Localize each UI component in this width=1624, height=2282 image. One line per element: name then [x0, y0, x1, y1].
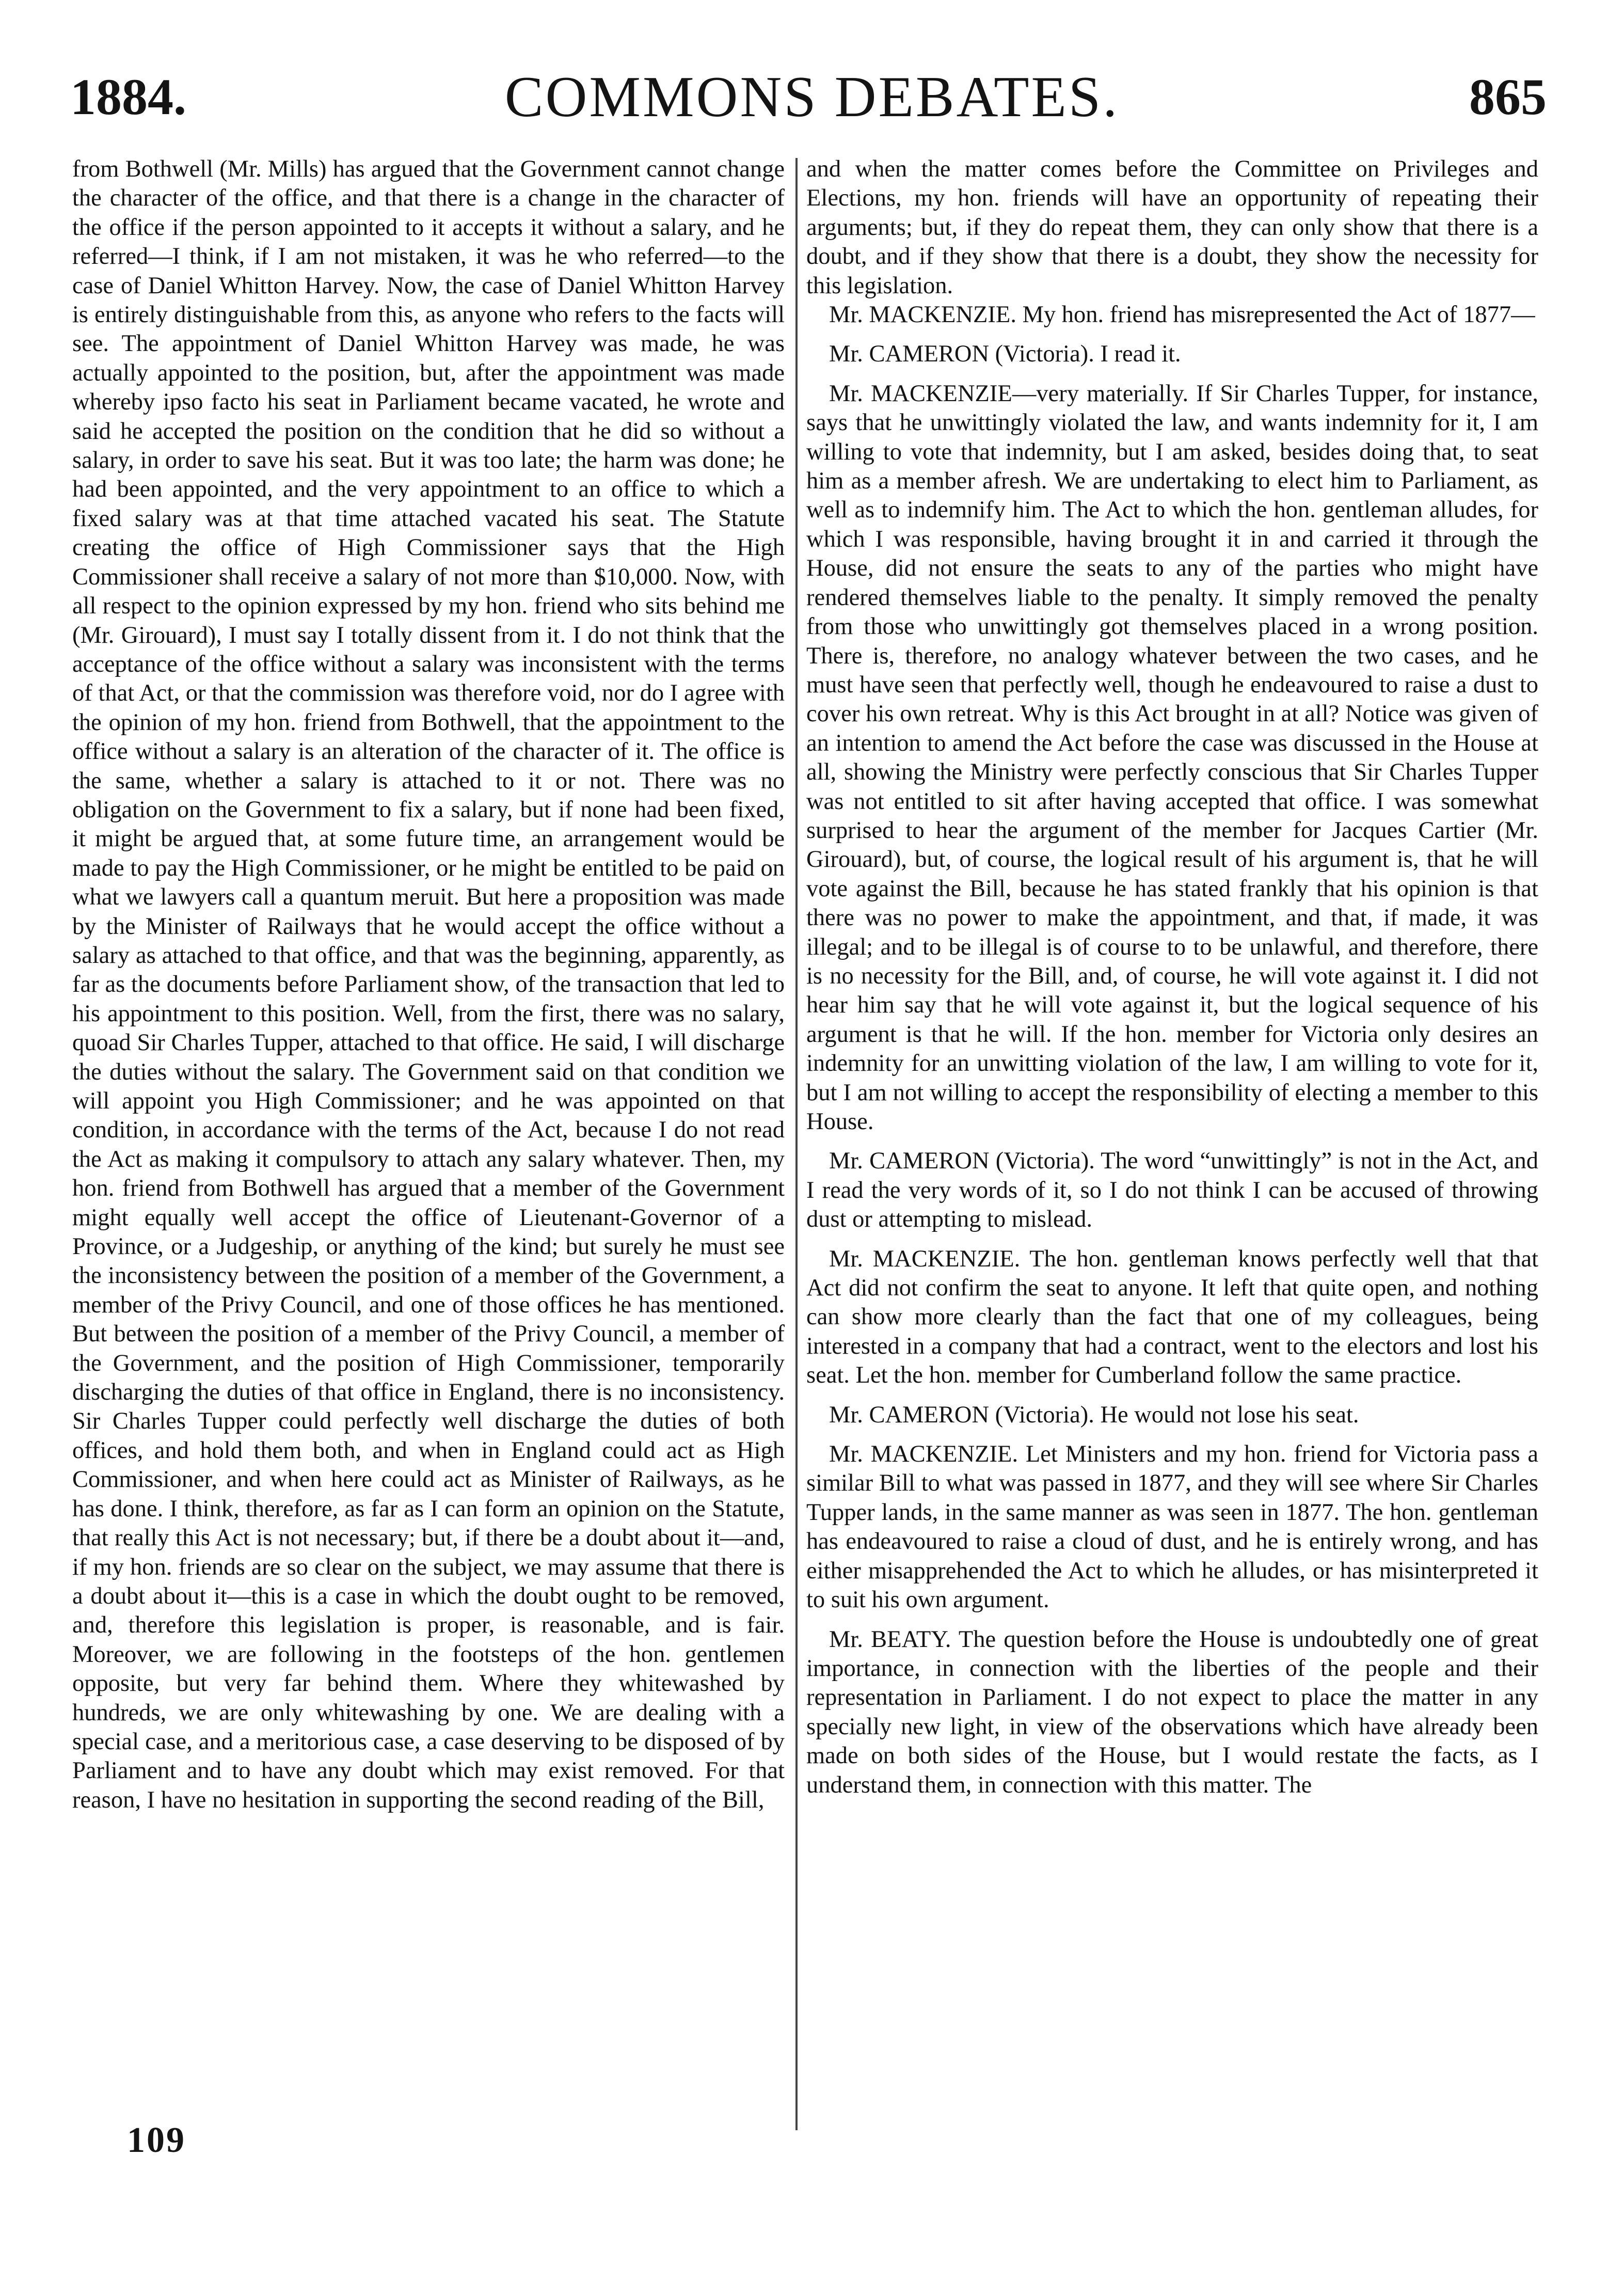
- speech-mackenzie-1: Mr. MACKENZIE. My hon. friend has misrepresented the Act of 1877—: [829, 302, 1535, 328]
- column-divider: [795, 158, 798, 2130]
- speech-cameron-3: Mr. CAMERON (Victoria). He would not lose his seat.: [829, 1401, 1359, 1428]
- right-paragraph-1: and when the matter comes before the Committee on Privileges and Elections, my hon. friends will have an opportunity of repeating their arguments; but, if they do repeat them, they can only show that there is a doubt, and if they show that there is a doubt, they show the necessity for this legislation.: [806, 156, 1538, 299]
- header-year: 1884.: [70, 68, 186, 125]
- speech-beaty-1: Mr. BEATY. The question before the House is undoubtedly one of great importance, in connection with the liberties of the people and their representation in Parliament. I do not expect to place the matter in any specially new light, in view of the observations which have already been made on both sides of the House, but I would restate the facts, as I understand them, in connection with this matter. The: [806, 1626, 1538, 1798]
- speech-cameron-1: Mr. CAMERON (Victoria). I read it.: [829, 341, 1181, 368]
- speech-mackenzie-3: Mr. MACKENZIE. The hon. gentleman knows perfectly well that that Act did not confirm the seat to anyone. It left that quite open, and nothing can show more clearly than the fact that one of my colleagues, being interested in a company that had a contract, went to the electors and lost his seat. Let the hon. member for Cumberland follow the same practice.: [806, 1245, 1538, 1389]
- speech-mackenzie-2: Mr. MACKENZIE—very materially. If Sir Charles Tupper, for instance, says that he unwittingly violated the law, and wants indemnity for it, I am willing to vote that indemnity, but I am asked, besides doing that, to seat him as a member afresh. We are undertaking to elect him to Parliament, as well as to indemnify him. The Act to which the hon. gentleman alludes, for which I was responsible, having brought it in and carried it through the House, did not ensure the seats to any of the parties who might have rendered themselves liable to the penalty. It simply removed the penalty from those who unwittingly got themselves placed in a wrong position. There is, therefore, no analogy whatever between the two cases, and he must have seen that perfectly well, though he endeavoured to raise a dust to cover his own retreat. Why is this Act brought in at all? Notice was given of an intention to amend the Act before the case was discussed in the House at all, showing the Ministry were perfectly conscious that Sir Charles Tupper was not entitled to sit after having accepted that office. I was somewhat surprised to hear the argument of the member for Jacques Cartier (Mr. Girouard), but, of course, the logical result of his argument is, that he will vote against the Bill, because he has stated frankly that his opinion is that there was no power to make the appointment, and that, if made, it was illegal; and to be illegal is of course to to be unlawful, and therefore, there is no necessity for the Bill, and, of course, he will vote against it. I did not hear him say that he will vote against it, but the logical sequence of his argument is that he will. If the hon. member for Victoria only desires an indemnity for an unwitting violation of the law, I am willing to vote for it, but I am not willing to accept the responsibility of electing a member to this House.: [806, 380, 1538, 1135]
- page-number: 865: [1469, 68, 1547, 125]
- left-column: [72, 155, 785, 1815]
- left-paragraph-1: from Bothwell (Mr. Mills) has argued that the Government cannot change the character of the office, and that there is a change in the character of the office if the person appointed to it accepts it without a salary, and he referred—I think, if I am not mistaken, it was he who referred—to the case of Daniel Whitton Harvey. Now, the case of Daniel Whitton Harvey is entirely distinguishable from this, as anyone who refers to the facts will see. The appointment of Daniel Whitton Harvey was made, he was actually appointed to the position, but, after the appointment was made whereby ipso facto his seat in Parliament became vacated, he wrote and said he accepted the position on the condition that he did so without a salary, in order to save his seat. But it was too late; the harm was done; he had been appointed, and the very appointment to an office to which a fixed salary was at that time attached vacated his seat. The Statute creating the office of High Commissioner says that the High Commissioner shall receive a salary of not more than $10,000. Now, with all respect to the opinion expressed by my hon. friend who sits behind me (Mr. Girouard), I must say I totally dissent from it. I do not think that the acceptance of the office without a salary was inconsistent with the terms of that Act, or that the commission was therefore void, nor do I agree with the opinion of my hon. friend from Bothwell, that the appointment to the office without a salary is an alteration of the character of it. The office is the same, whether a salary is attached to it or not. There was no obligation on the Government to fix a salary, but if none had been fixed, it might be argued that, at some future time, an arrangement would be made to pay the High Commissioner, or he might be entitled to be paid on what we lawyers call a quantum meruit. But here a proposition was made by the Minister of Railways that he would accept the office without a salary as attached to that office, and that was the beginning, apparently, as far as the documents before Parliament show, of the transaction that led to his appointment to this position. Well, from the first, there was no salary, quoad Sir Charles Tupper, attached to that office. He said, I will discharge the duties without the salary. The Government said on that condition we will appoint you High Commissioner; and he was appointed on that condition, in accordance with the terms of the Act, because I do not read the Act as making it compulsory to attach any salary whatever. Then, my hon. friend from Bothwell has argued that a member of the Government might equally well accept the office of Lieutenant-Governor of a Province, or a Judgeship, or anything of the kind; but surely he must see the inconsistency between the position of a member of the Government, a member of the Privy Council, and one of those offices he has mentioned. But between the position of a member of the Privy Council, a member of the Government, and the position of High Commissioner, temporarily discharging the duties of that office in England, there is no inconsistency. Sir Charles Tupper could perfectly well discharge the duties of both offices, and hold them both, and when in England could act as High Commissioner, and when here could act as Minister of Railways, as he has done. I think, therefore, as far as I can form an opinion on the Statute, that really this Act is not necessary; but, if there be a doubt about it—and, if my hon. friends are so clear on the subject, we may assume that there is a doubt about it—this is a case in which the doubt ought to be removed, and, therefore this legislation is proper, is reasonable, and is fair. Moreover, we are following in the footsteps of the hon. gentlemen opposite, but very far behind them. Where they whitewashed by hundreds, we are only whitewashing by one. We are dealing with a special case, and a meritorious case, a case deserving to be disposed of by Parliament and to have any doubt which may exist removed. For that reason, I have no hesitation in supporting the second reading of the Bill,: [72, 156, 785, 1813]
- page-title: COMMONS DEBATES.: [504, 65, 1120, 129]
- speech-mackenzie-4: Mr. MACKENZIE. Let Ministers and my hon. friend for Victoria pass a similar Bill to what was passed in 1877, and they will see where Sir Charles Tupper lands, in the same manner as was seen in 1877. The hon. gentleman has endeavoured to raise a cloud of dust, and he is entirely wrong, and has either misapprehended the Act to which he alludes, or has misinterpreted it to suit his own argument.: [806, 1441, 1538, 1613]
- speech-cameron-2: Mr. CAMERON (Victoria). The word “unwittingly” is not in the Act, and I read the very words of it, so I do not think I can be accused of throwing dust or attempting to mislead.: [806, 1148, 1538, 1233]
- right-column: [806, 155, 1538, 1800]
- signature-mark: 109: [127, 2120, 186, 2160]
